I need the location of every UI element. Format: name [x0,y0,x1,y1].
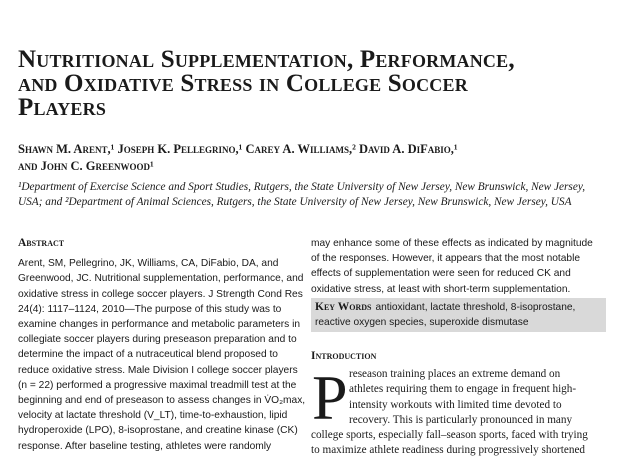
keywords-text: antioxidant, lactate threshold, 8-isoprostane, [375,302,576,313]
title-line: Players [18,94,107,121]
affiliation-line: ¹Department of Exercise Science and Sport Studies, Rutgers, the State University of New Jersey, New Brunswick, New Jersey, [18,181,586,193]
abstract-line: of the responses. However, it appears that the most notable [311,253,580,265]
abstract-line: Arent, SM, Pellegrino, JK, Williams, CA, DiFabio, DA, and [18,258,279,270]
abstract-line: determine the impact of a nutraceutical blend proposed to [18,349,278,361]
introduction-line: intensity workouts with limited time devoted to [349,398,562,411]
affiliations [18,180,618,210]
title-line: Nutritional Supplementation, Performance, [18,46,515,73]
abstract-line: collegiate soccer players during preseason preparation and to [18,334,297,346]
abstract-column [18,236,306,454]
abstract-line: oxidative stress, at least with short-term supplementation. [311,283,571,295]
abstract-line: reduce oxidative stress. Male Division I college soccer players [18,364,298,376]
introduction-heading: Introduction [311,350,377,362]
abstract-line: 24(4): 1117–1124, 2010—The purpose of this study was to [18,303,282,315]
affiliation-line: USA; and ²Department of Animal Sciences, Rutgers, the State University of New Jersey, New Brunswick, New Jersey, USA [18,196,572,208]
abstract-line: effects of supplementation were seen for reduced CK and [311,268,571,280]
introduction-line: college sports, especially fall–season sports, faced with trying [311,429,588,442]
introduction-body [311,362,611,459]
introduction-line: recovery. This is particularly pronounced in many [349,413,573,426]
author-line: and John C. Greenwood¹ [18,159,154,173]
abstract-line: beginning and end of preseason to assess changes in V̇O₂max, [18,395,306,407]
author-list [18,141,618,175]
introduction-line: reseason training places an extreme demand on [349,368,561,380]
drop-cap: P [312,362,348,433]
introduction-line: to maximize athlete readiness during progressively shortened [311,444,586,457]
abstract-line: examine changes in performance and metabolic parameters in [18,319,301,331]
title-line: and Oxidative Stress in College Soccer [18,70,468,97]
keywords-line [315,300,602,315]
abstract-line: hydroperoxide (LPO), 8-isoprostane, and creatine kinase (CK) [18,425,298,437]
abstract-continuation [311,236,611,297]
abstract-line: velocity at lactate threshold (V_LT), time-to-exhaustion, lipid [18,410,288,422]
abstract-heading: Abstract [18,237,65,249]
abstract-line: oxidative stress in college soccer players. J Strength Cond Res [18,288,303,300]
paper-title [18,48,608,120]
abstract-line: response. After baseline testing, athletes were randomly [18,440,272,452]
keywords-heading: Key Words [315,301,372,313]
author-line: Shawn M. Arent,¹ Joseph K. Pellegrino,¹ Carey A. Williams,² David A. DiFabio,¹ [18,142,458,156]
abstract-line: (n = 22) performed a progressive maximal treadmill test at the [18,379,297,391]
introduction-line: athletes requiring them to engage in frequent high- [349,383,577,396]
keywords-line: reactive oxygen species, superoxide dismutase [315,317,529,329]
abstract-line: Greenwood, JC. Nutritional supplementation, performance, and [18,273,304,285]
abstract-line: may enhance some of these effects as indicated by magnitude [311,238,593,249]
keywords-box [311,298,606,332]
